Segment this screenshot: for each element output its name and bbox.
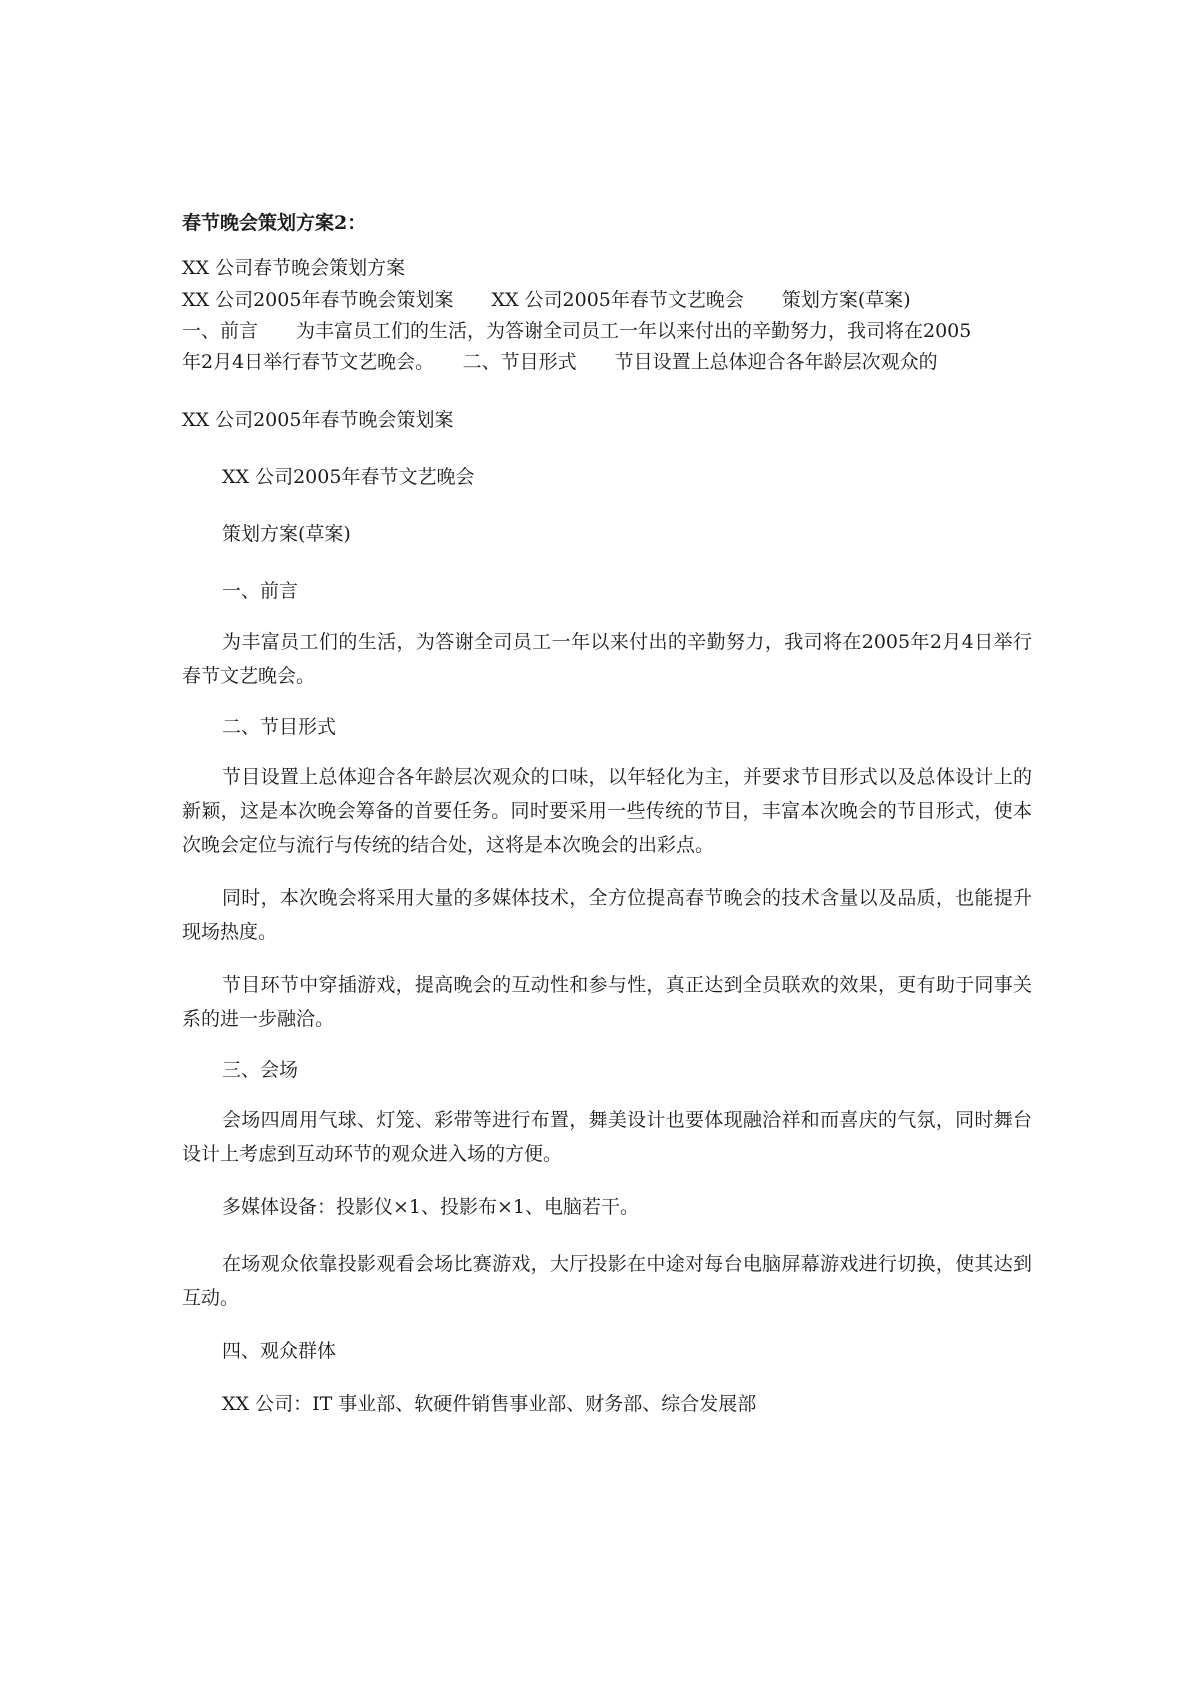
paragraph: 多媒体设备：投影仪×1、投影布×1、电脑若干。 bbox=[222, 1196, 640, 1218]
section-heading: 一、前言 bbox=[222, 580, 299, 602]
paragraph: 会场四周用气球、灯笼、彩带等进行布置，舞美设计也要体现融洽祥和而喜庆的气氛，同时舞台设计上考虑到互动环节的观众进入场的方便。 bbox=[182, 1109, 1032, 1165]
paragraph: 同时，本次晚会将采用大量的多媒体技术，全方位提高春节晚会的技术含量以及品质，也能提升现场热度。 bbox=[182, 887, 1032, 943]
section-heading: 三、会场 bbox=[222, 1059, 299, 1081]
event-heading: XX 公司2005年春节文艺晚会 bbox=[222, 466, 475, 488]
document-title: 春节晚会策划方案2： bbox=[182, 212, 367, 234]
paragraph: 为丰富员工们的生活，为答谢全司员工一年以来付出的辛勤努力，我司将在2005年2月4日举行春节文艺晚会。 bbox=[182, 631, 1032, 687]
plan-heading: XX 公司2005年春节晚会策划案 bbox=[182, 409, 454, 431]
section-heading: 二、节目形式 bbox=[222, 716, 337, 738]
section-heading: 四、观众群体 bbox=[222, 1340, 337, 1362]
summary-line: XX 公司春节晚会策划方案 bbox=[182, 257, 406, 279]
summary-line: 一、前言 为丰富员工们的生活，为答谢全司员工一年以来付出的辛勤努力，我司将在2005 bbox=[182, 320, 972, 342]
paragraph: 节目设置上总体迎合各年龄层次观众的口味，以年轻化为主，并要求节目形式以及总体设计上的新颖，这是本次晚会筹备的首要任务。同时要采用一些传统的节目，丰富本次晚会的节目形式，使本次晚会定位与流行与传统的结合处，这将是本次晚会的出彩点。 bbox=[182, 766, 1032, 856]
paragraph: XX 公司：IT 事业部、软硬件销售事业部、财务部、综合发展部 bbox=[222, 1393, 757, 1415]
draft-heading: 策划方案(草案) bbox=[222, 523, 351, 545]
summary-line: XX 公司2005年春节晚会策划案 XX 公司2005年春节文艺晚会 策划方案(草案) bbox=[182, 289, 911, 311]
paragraph: 节目环节中穿插游戏，提高晚会的互动性和参与性，真正达到全员联欢的效果，更有助于同事关系的进一步融洽。 bbox=[182, 974, 1032, 1030]
summary-line: 年2月4日举行春节文艺晚会。 二、节目形式 节目设置上总体迎合各年龄层次观众的 bbox=[182, 351, 938, 373]
paragraph: 在场观众依靠投影观看会场比赛游戏，大厅投影在中途对每台电脑屏幕游戏进行切换，使其达到互动。 bbox=[182, 1253, 1032, 1309]
